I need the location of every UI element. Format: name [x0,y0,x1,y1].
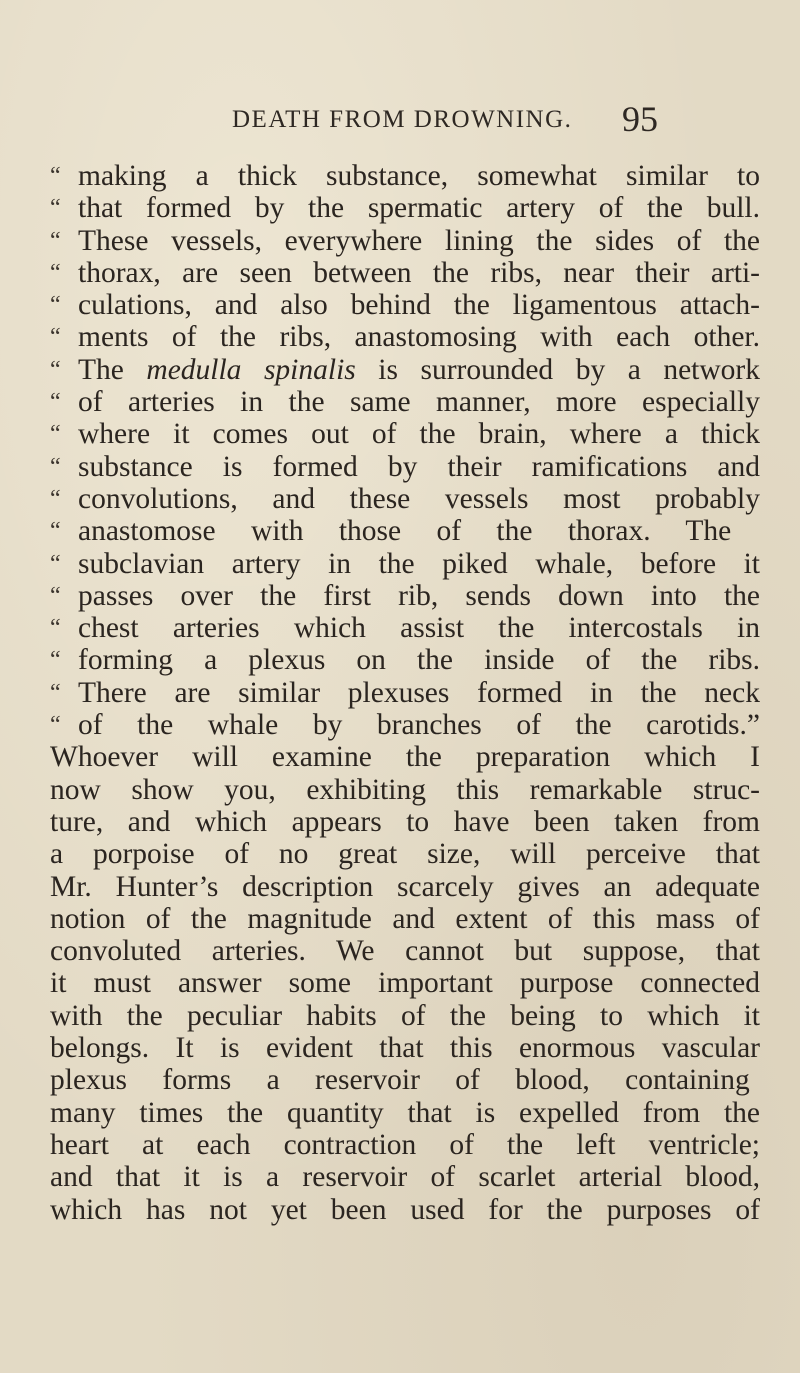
page-number: 95 [622,99,658,139]
text-line [50,806,760,838]
quote-mark: “ [50,356,61,383]
line-text: chest arteries which assist the intercostals in [78,612,760,645]
quote-mark: “ [50,259,61,286]
quote-mark: “ [50,485,61,512]
line-text: many times the quantity that is expelled from the [50,1096,760,1129]
text-line [50,1129,760,1161]
text-line [50,935,760,967]
text-line [50,386,760,418]
text-line [50,321,760,353]
line-text: culations, and also behind the ligamentous attach- [78,289,760,322]
text-line [50,418,760,450]
line-text: that formed by the spermatic artery of the bull. [78,192,760,225]
line-text: making a thick substance, somewhat similar to [78,160,760,192]
page-header [0,99,800,139]
quote-mark: “ [50,582,61,609]
line-text: notion of the magnitude and extent of this mass of [50,902,760,935]
line-text: now show you, exhibiting this remarkable struc- [50,773,760,806]
text-line [50,225,760,257]
line-text: convolutions, and these vessels most probably [78,482,760,515]
line-text: with the peculiar habits of the being to which it [50,999,760,1032]
line-text: Whoever will examine the preparation which I [50,741,760,774]
quote-mark: “ [50,227,61,254]
quote-mark: “ [50,518,61,545]
line-text: anastomose with those of the thorax. The [78,515,732,548]
quote-mark: “ [50,453,61,480]
italic-term: medulla spinalis [146,353,356,386]
text-line [50,354,760,386]
line-text: passes over the first rib, sends down into the [78,579,760,612]
text-line [50,1000,760,1032]
line-text: substance is formed by their ramifications and [78,450,760,483]
text-line [50,1194,760,1226]
body-text [50,160,760,1226]
text-line [50,741,760,773]
line-text: These vessels, everywhere lining the sides of the [78,224,760,257]
text-line [50,612,760,644]
quote-mark: “ [50,421,61,448]
line-text: forming a plexus on the inside of the ribs. [78,644,760,677]
text-line [50,677,760,709]
quote-mark: “ [50,615,61,642]
text-line [50,580,760,612]
text-line [50,160,760,192]
text-line [50,871,760,903]
line-text: subclavian artery in the piked whale, before it [78,547,760,580]
quote-mark: “ [50,679,61,706]
line-text: it must answer some important purpose connected [50,967,760,1000]
line-text: where it comes out of the brain, where a thick [78,418,760,451]
text-line [50,967,760,999]
line-text: Mr. Hunter’s description scarcely gives an adequate [50,870,760,903]
quote-mark: “ [50,389,61,416]
line-text: belongs. It is evident that this enormous vascular [50,1032,760,1065]
text-line [50,257,760,289]
text-line [50,644,760,676]
line-text: The medulla spinalis is surrounded by a network [78,353,760,386]
text-line [50,838,760,870]
line-text: a porpoise of no great size, will perceive that [50,838,760,871]
text-line [50,709,760,741]
text-line [50,483,760,515]
line-text: of arteries in the same manner, more especially [78,386,760,419]
text-line [50,903,760,935]
text-line [50,1032,760,1064]
text-line [50,451,760,483]
quote-mark: “ [50,195,61,222]
text-line [50,548,760,580]
line-text: which has not yet been used for the purposes of [50,1193,760,1226]
line-text: ture, and which appears to have been taken from [50,805,760,838]
line-text: and that it is a reservoir of scarlet arterial blood, [50,1161,760,1194]
line-text: thorax, are seen between the ribs, near their arti- [78,256,760,289]
quote-mark: “ [50,647,61,674]
text-line [50,289,760,321]
text-line [50,774,760,806]
line-text: heart at each contraction of the left ventricle; [50,1128,760,1161]
quote-mark: “ [50,550,61,577]
line-text: plexus forms a reservoir of blood, containing [50,1064,750,1097]
text-line [50,1064,760,1096]
text-line [50,1161,760,1193]
line-text: convoluted arteries. We cannot but suppose, that [50,935,760,968]
running-head: DEATH FROM DROWNING. [232,106,573,133]
text-line [50,1097,760,1129]
quote-mark: “ [50,712,61,739]
line-text: ments of the ribs, anastomosing with each other. [78,321,760,354]
line-text: There are similar plexuses formed in the neck [78,676,760,709]
text-line [50,192,760,224]
quote-mark: “ [50,163,61,189]
quote-mark: “ [50,324,61,351]
text-line [50,515,760,547]
quote-mark: “ [50,292,61,319]
line-text: of the whale by branches of the carotids.” [78,709,760,742]
